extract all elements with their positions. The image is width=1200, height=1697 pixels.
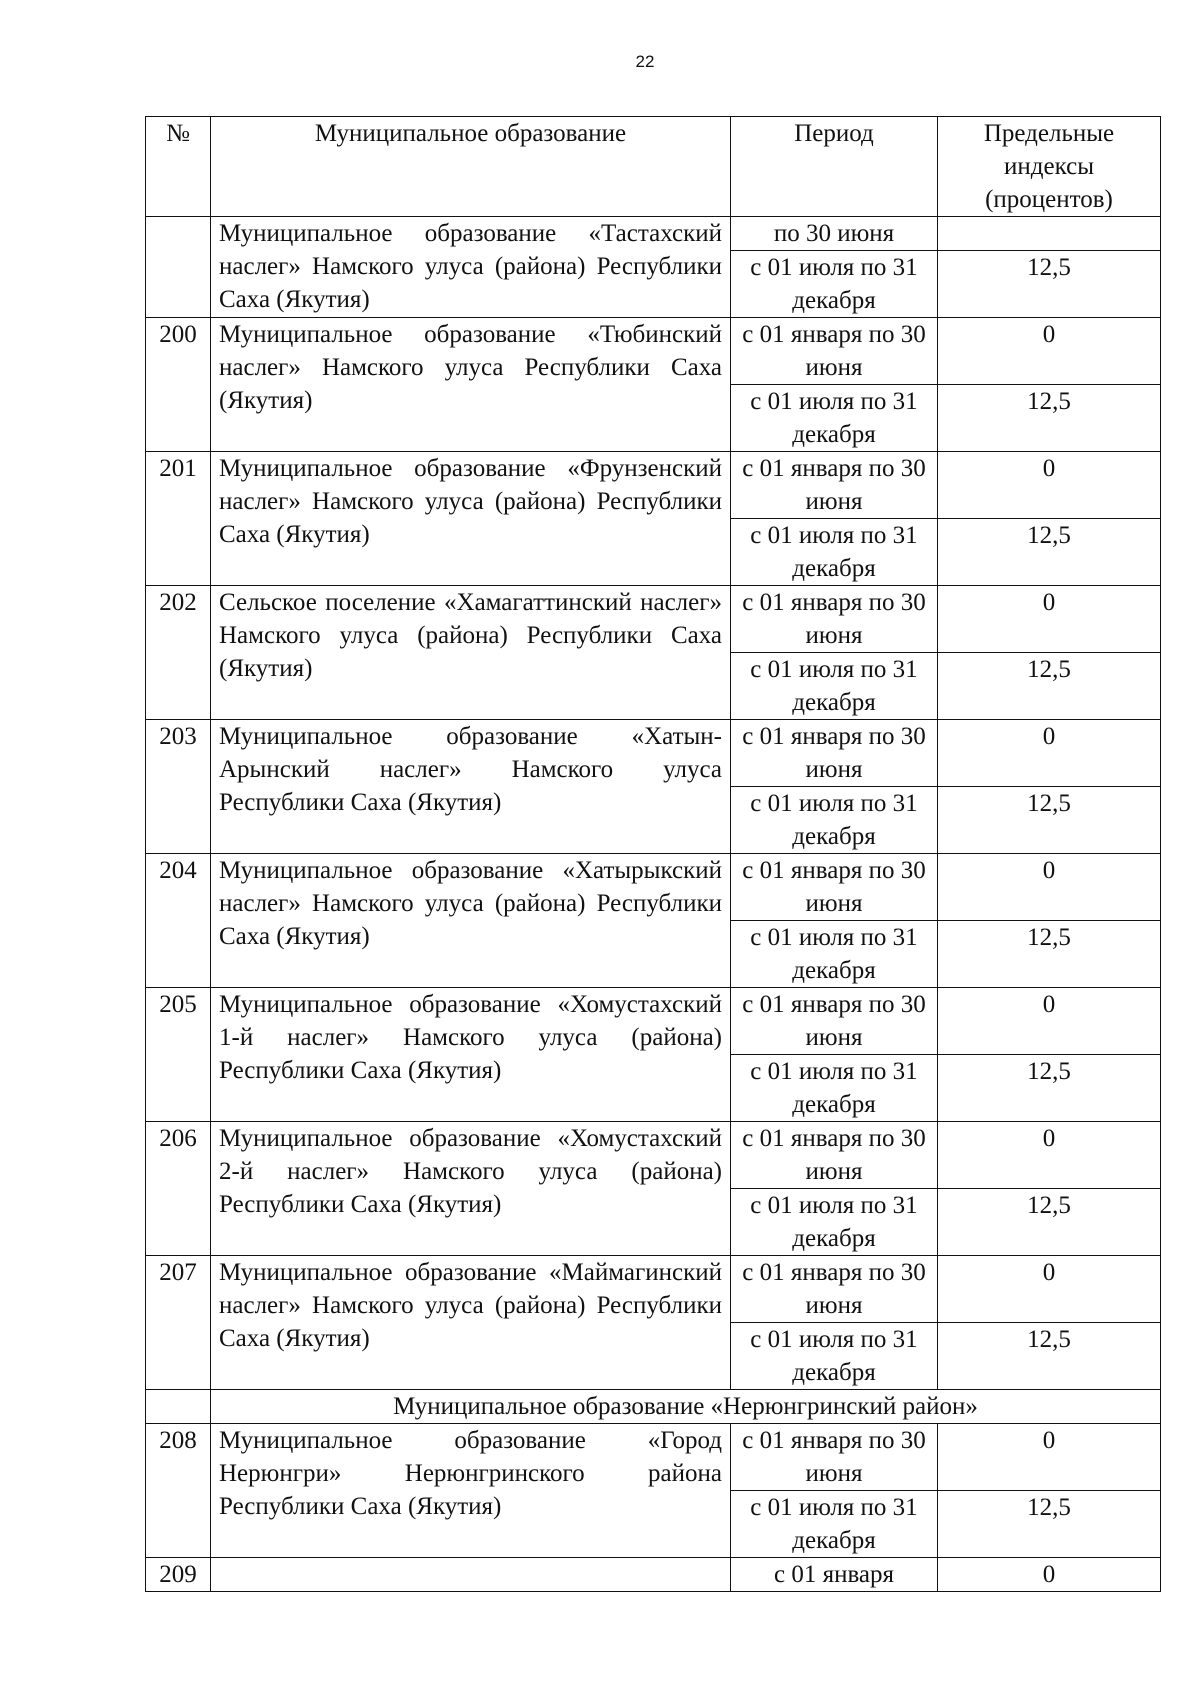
table-row: [146, 1558, 1161, 1592]
section-title: Муниципальное образование «Нерюнгринский район»: [211, 1390, 1161, 1424]
table-row: [146, 720, 1161, 787]
municipality-name: Муниципальное образование «Город Нерюнгри» Нерюнгринского района Республики Саха (Якутия): [211, 1424, 731, 1558]
index-second-half: 12,5: [938, 385, 1161, 452]
header-index: Предельные индексы (процентов): [938, 117, 1161, 217]
period-first-half: с 01 января по 30 июня: [731, 854, 938, 921]
index-first-half: [938, 217, 1161, 251]
period-second-half: с 01 июля по 31 декабря: [731, 787, 938, 854]
header-period: Период: [731, 117, 938, 217]
period-first-half: с 01 января: [731, 1558, 938, 1592]
index-first-half: 0: [938, 720, 1161, 787]
row-number: 201: [146, 452, 211, 586]
period-first-half: с 01 января по 30 июня: [731, 452, 938, 519]
row-number: 205: [146, 988, 211, 1122]
table-header-row: [146, 117, 1161, 217]
period-second-half: с 01 июля по 31 декабря: [731, 653, 938, 720]
row-number: 207: [146, 1256, 211, 1390]
row-number: 204: [146, 854, 211, 988]
table-body: [146, 117, 1161, 1592]
table-row: [146, 1424, 1161, 1491]
period-first-half: с 01 января по 30 июня: [731, 720, 938, 787]
period-second-half: с 01 июля по 31 декабря: [731, 921, 938, 988]
municipality-name: Муниципальное образование «Фрунзенский наслег» Намского улуса (района) Республики Саха (Якутия): [211, 452, 731, 586]
period-second-half: с 01 июля по 31 декабря: [731, 519, 938, 586]
index-second-half: 12,5: [938, 519, 1161, 586]
table-row: [146, 988, 1161, 1055]
index-first-half: 0: [938, 586, 1161, 653]
municipality-name: [211, 1558, 731, 1592]
index-first-half: 0: [938, 1424, 1161, 1491]
municipality-name: Муниципальное образование «Хомустахский 2-й наслег» Намского улуса (района) Республики Саха (Якутия): [211, 1122, 731, 1256]
header-municipality: Муниципальное образование: [211, 117, 731, 217]
municipality-name: Муниципальное образование «Тастахский наслег» Намского улуса (района) Республики Саха (Якутия): [211, 217, 731, 318]
index-first-half: 0: [938, 318, 1161, 385]
index-second-half: 12,5: [938, 1189, 1161, 1256]
table-row: [146, 586, 1161, 653]
period-first-half: с 01 января по 30 июня: [731, 1424, 938, 1491]
period-first-half: с 01 января по 30 июня: [731, 586, 938, 653]
municipality-name: Муниципальное образование «Хатырыкский наслег» Намского улуса (района) Республики Саха (Якутия): [211, 854, 731, 988]
header-number: №: [146, 117, 211, 217]
row-number: [146, 217, 211, 318]
index-first-half: 0: [938, 1558, 1161, 1592]
period-second-half: с 01 июля по 31 декабря: [731, 1491, 938, 1558]
table-row: [146, 854, 1161, 921]
index-second-half: 12,5: [938, 921, 1161, 988]
period-second-half: с 01 июля по 31 декабря: [731, 1055, 938, 1122]
municipality-name: Муниципальное образование «Хомустахский 1-й наслег» Намского улуса (района) Республики Саха (Якутия): [211, 988, 731, 1122]
row-number: 206: [146, 1122, 211, 1256]
table-row: [146, 452, 1161, 519]
municipality-name: Муниципальное образование «Хатын-Арынский наслег» Намского улуса Республики Саха (Якутия): [211, 720, 731, 854]
period-first-half: с 01 января по 30 июня: [731, 988, 938, 1055]
section-number-empty: [146, 1390, 211, 1424]
row-number: 200: [146, 318, 211, 452]
index-first-half: 0: [938, 452, 1161, 519]
table-row: [146, 217, 1161, 251]
municipality-name: Сельское поселение «Хамагаттинский наслег» Намского улуса (района) Республики Саха (Якутия): [211, 586, 731, 720]
municipality-name: Муниципальное образование «Маймагинский наслег» Намского улуса (района) Республики Саха (Якутия): [211, 1256, 731, 1390]
period-first-half: с 01 января по 30 июня: [731, 318, 938, 385]
period-second-half: с 01 июля по 31 декабря: [731, 385, 938, 452]
index-first-half: 0: [938, 988, 1161, 1055]
index-first-half: 0: [938, 854, 1161, 921]
index-second-half: 12,5: [938, 1491, 1161, 1558]
period-first-half: по 30 июня: [731, 217, 938, 251]
period-second-half: с 01 июля по 31 декабря: [731, 1323, 938, 1390]
index-second-half: 12,5: [938, 251, 1161, 318]
period-second-half: с 01 июля по 31 декабря: [731, 251, 938, 318]
page-number: 22: [635, 52, 655, 71]
table-row: [146, 318, 1161, 385]
period-second-half: с 01 июля по 31 декабря: [731, 1189, 938, 1256]
municipality-name: Муниципальное образование «Тюбинский наслег» Намского улуса Республики Саха (Якутия): [211, 318, 731, 452]
table-row: [146, 1256, 1161, 1323]
index-second-half: 12,5: [938, 653, 1161, 720]
index-second-half: 12,5: [938, 787, 1161, 854]
row-number: 202: [146, 586, 211, 720]
index-second-half: 12,5: [938, 1055, 1161, 1122]
period-first-half: с 01 января по 30 июня: [731, 1256, 938, 1323]
index-first-half: 0: [938, 1122, 1161, 1189]
row-number: 209: [146, 1558, 211, 1592]
row-number: 203: [146, 720, 211, 854]
table-row: [146, 1122, 1161, 1189]
index-first-half: 0: [938, 1256, 1161, 1323]
period-first-half: с 01 января по 30 июня: [731, 1122, 938, 1189]
tariff-index-table: [145, 116, 1161, 1592]
row-number: 208: [146, 1424, 211, 1558]
section-row: [146, 1390, 1161, 1424]
index-second-half: 12,5: [938, 1323, 1161, 1390]
